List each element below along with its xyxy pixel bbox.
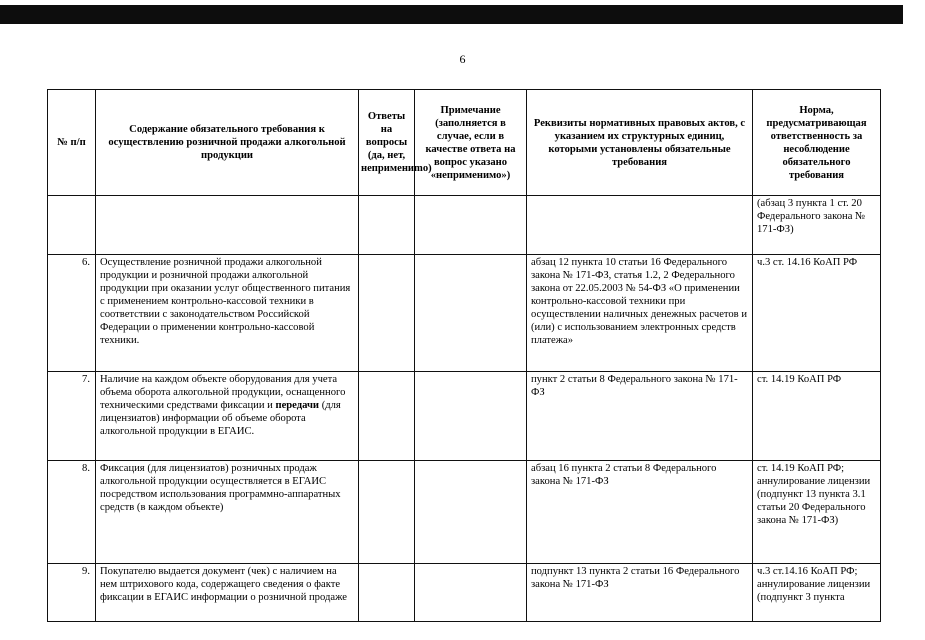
header-answer: Ответы на вопросы (да, нет, непримениmo) — [359, 90, 415, 196]
norm-cell: ч.3 ст.14.16 КоАП РФ; аннулирование лицензии (подпункт 3 пункта — [753, 564, 881, 622]
answer-cell — [359, 461, 415, 564]
note-cell — [415, 461, 527, 564]
table-row — [48, 255, 881, 372]
requisites-cell: пункт 2 статьи 8 Федерального закона № 171-ФЗ — [527, 372, 753, 461]
table-row — [48, 372, 881, 461]
row-number — [48, 196, 96, 255]
row-number: 9. — [48, 564, 96, 622]
requisites-cell — [527, 196, 753, 255]
requirements-table — [47, 89, 881, 622]
requirement-content: Осуществление розничной продажи алкогольной продукции и розничной продажи алкогольной продукции при оказании услуг общественного питания с применением контрольно-кассовой техники в соответствии с законодательством Российской Федерации о применении контрольно-кассовой техники. — [96, 255, 359, 372]
note-cell — [415, 372, 527, 461]
requirement-content: Покупателю выдается документ (чек) с наличием на нем штрихового кода, содержащего сведения о факте фиксации в ЕГАИС информации о розничной продаже — [96, 564, 359, 622]
note-cell — [415, 196, 527, 255]
table-row — [48, 196, 881, 255]
answer-cell — [359, 196, 415, 255]
content-bold-text: передачи — [275, 400, 320, 411]
header-requisites: Реквизиты нормативных правовых актов, с указанием их структурных единиц, которыми установлены обязательные требования — [527, 90, 753, 196]
table-row — [48, 461, 881, 564]
top-black-bar — [0, 5, 903, 24]
row-number: 7. — [48, 372, 96, 461]
requisites-cell: подпункт 13 пункта 2 статьи 16 Федерального закона № 171-ФЗ — [527, 564, 753, 622]
requirement-content — [96, 196, 359, 255]
page-number: 6 — [459, 52, 466, 66]
note-cell — [415, 564, 527, 622]
norm-cell: ст. 14.19 КоАП РФ — [753, 372, 881, 461]
norm-cell: (абзац 3 пункта 1 ст. 20 Федерального закона № 171-ФЗ) — [753, 196, 881, 255]
requisites-cell: абзац 12 пункта 10 статьи 16 Федерального закона № 171-ФЗ, статья 1.2, 2 Федерального закона от 22.05.2003 № 54-ФЗ «О применении контрольно-кассовой техники при осуществлении наличных денежных расчетов и (или) с использованием электронных средств платежа» — [527, 255, 753, 372]
answer-cell — [359, 564, 415, 622]
requisites-cell: абзац 16 пункта 2 статьи 8 Федерального закона № 171-ФЗ — [527, 461, 753, 564]
row-number: 6. — [48, 255, 96, 372]
norm-cell: ч.3 ст. 14.16 КоАП РФ — [753, 255, 881, 372]
header-num: № п/п — [48, 90, 96, 196]
requirement-content — [96, 372, 359, 461]
content-text: (для лицензиатов) информации об объеме оборота алкогольной продукции в ЕГАИС. — [100, 400, 341, 437]
row-number: 8. — [48, 461, 96, 564]
note-cell — [415, 255, 527, 372]
table-row — [48, 564, 881, 622]
answer-cell — [359, 255, 415, 372]
requirement-content: Фиксация (для лицензиатов) розничных продаж алкогольной продукции осуществляется в ЕГАИС посредством использования программно-аппаратных средств (в каждом объекте) — [96, 461, 359, 564]
norm-cell: ст. 14.19 КоАП РФ; аннулирование лицензии (подпункт 13 пункта 3.1 статьи 20 Федерального закона № 171-ФЗ) — [753, 461, 881, 564]
header-norm: Норма, предусматривающая ответственность за несоблюдение обязательного требования — [753, 90, 881, 196]
answer-cell — [359, 372, 415, 461]
table-header-row — [48, 90, 881, 196]
header-content: Содержание обязательного требования к осуществлению розничной продажи алкогольной продукции — [96, 90, 359, 196]
header-note: Примечание (заполняется в случае, если в качестве ответа на вопрос указано «неприменимо») — [415, 90, 527, 196]
content-text: Наличие на каждом объекте оборудования для учета объема оборота алкогольной продукции, оснащенного техническими средствами фиксации и — [100, 374, 346, 411]
